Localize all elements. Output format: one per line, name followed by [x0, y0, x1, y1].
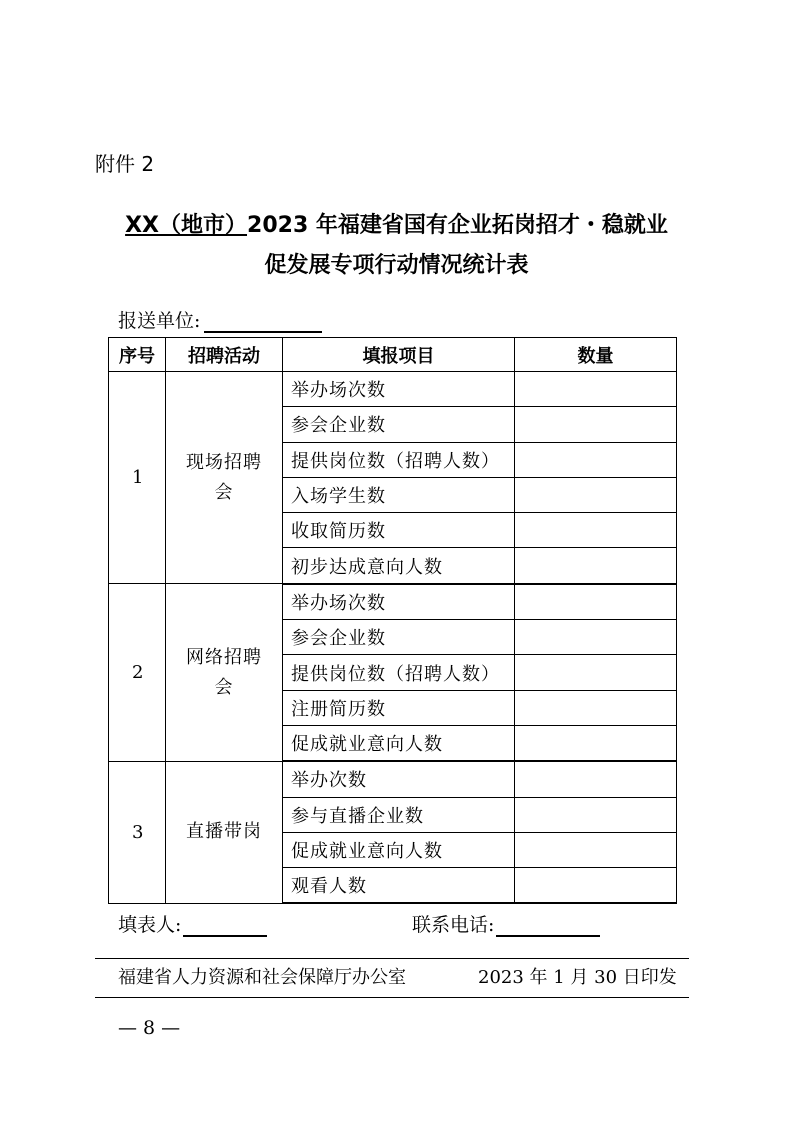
title-prefix: XX（地市）: [125, 213, 248, 238]
phone-blank[interactable]: [496, 915, 600, 937]
statistics-table: [108, 337, 677, 904]
quantity-cell[interactable]: [515, 690, 677, 725]
item-cell: 参会企业数: [283, 620, 515, 655]
activity-label: 直播带岗: [186, 821, 262, 843]
quantity-cell[interactable]: [515, 513, 677, 548]
quantity-cell[interactable]: [515, 548, 677, 584]
item-cell: 促成就业意向人数: [283, 725, 515, 761]
table-row: [109, 584, 677, 620]
item-cell: 观看人数: [283, 868, 515, 904]
item-cell: 初步达成意向人数: [283, 548, 515, 584]
item-cell: 收取简历数: [283, 513, 515, 548]
page-number: — 8 —: [118, 1017, 181, 1039]
document-title-line2: 促发展专项行动情况统计表: [264, 253, 529, 278]
activity-label: 现场招聘会: [186, 451, 262, 503]
item-cell: 注册简历数: [283, 690, 515, 725]
item-cell: 举办场次数: [283, 584, 515, 620]
filler-label: 填表人:: [118, 914, 182, 936]
item-cell: 举办场次数: [283, 372, 515, 407]
filler-blank[interactable]: [183, 915, 267, 937]
reporting-unit-label: 报送单位:: [118, 310, 201, 332]
item-cell: 举办次数: [283, 761, 515, 797]
table-header-row: [109, 338, 677, 372]
filler-field: [118, 910, 267, 937]
header-quantity: 数量: [515, 338, 677, 372]
quantity-cell[interactable]: [515, 655, 677, 690]
table-body: [109, 372, 677, 904]
quantity-cell[interactable]: [515, 868, 677, 904]
quantity-cell[interactable]: [515, 584, 677, 620]
seq-cell: 3: [109, 761, 166, 903]
issuing-office: 福建省人力资源和社会保障厅办公室: [118, 967, 406, 988]
item-cell: 促成就业意向人数: [283, 832, 515, 867]
quantity-cell[interactable]: [515, 725, 677, 761]
header-seq: 序号: [109, 338, 166, 372]
quantity-cell[interactable]: [515, 442, 677, 477]
quantity-cell[interactable]: [515, 797, 677, 832]
item-cell: 参会企业数: [283, 407, 515, 442]
phone-field: [412, 910, 600, 937]
attachment-label: 附件 2: [95, 152, 155, 176]
quantity-cell[interactable]: [515, 407, 677, 442]
activity-cell: [166, 584, 283, 761]
item-cell: 提供岗位数（招聘人数）: [283, 655, 515, 690]
seq-cell: 1: [109, 372, 166, 584]
quantity-cell[interactable]: [515, 832, 677, 867]
activity-cell: [166, 761, 283, 903]
reporting-unit: [118, 306, 322, 333]
activity-cell: [166, 372, 283, 584]
issue-date: 2023 年 1 月 30 日印发: [478, 967, 677, 988]
activity-label: 网络招聘会: [186, 646, 262, 698]
divider-top: [95, 958, 689, 959]
divider-bottom: [95, 997, 689, 998]
document-title-line1: [60, 208, 733, 239]
table-row: [109, 761, 677, 797]
item-cell: 提供岗位数（招聘人数）: [283, 442, 515, 477]
table-row: [109, 372, 677, 407]
quantity-cell[interactable]: [515, 477, 677, 512]
seq-cell: 2: [109, 584, 166, 761]
quantity-cell[interactable]: [515, 372, 677, 407]
quantity-cell[interactable]: [515, 761, 677, 797]
reporting-unit-blank[interactable]: [204, 311, 322, 333]
item-cell: 参与直播企业数: [283, 797, 515, 832]
item-cell: 入场学生数: [283, 477, 515, 512]
title-line1-rest: 2023 年福建省国有企业拓岗招才・稳就业: [247, 213, 668, 238]
header-activity: 招聘活动: [166, 338, 283, 372]
quantity-cell[interactable]: [515, 620, 677, 655]
phone-label: 联系电话:: [412, 914, 495, 936]
header-item: 填报项目: [283, 338, 515, 372]
